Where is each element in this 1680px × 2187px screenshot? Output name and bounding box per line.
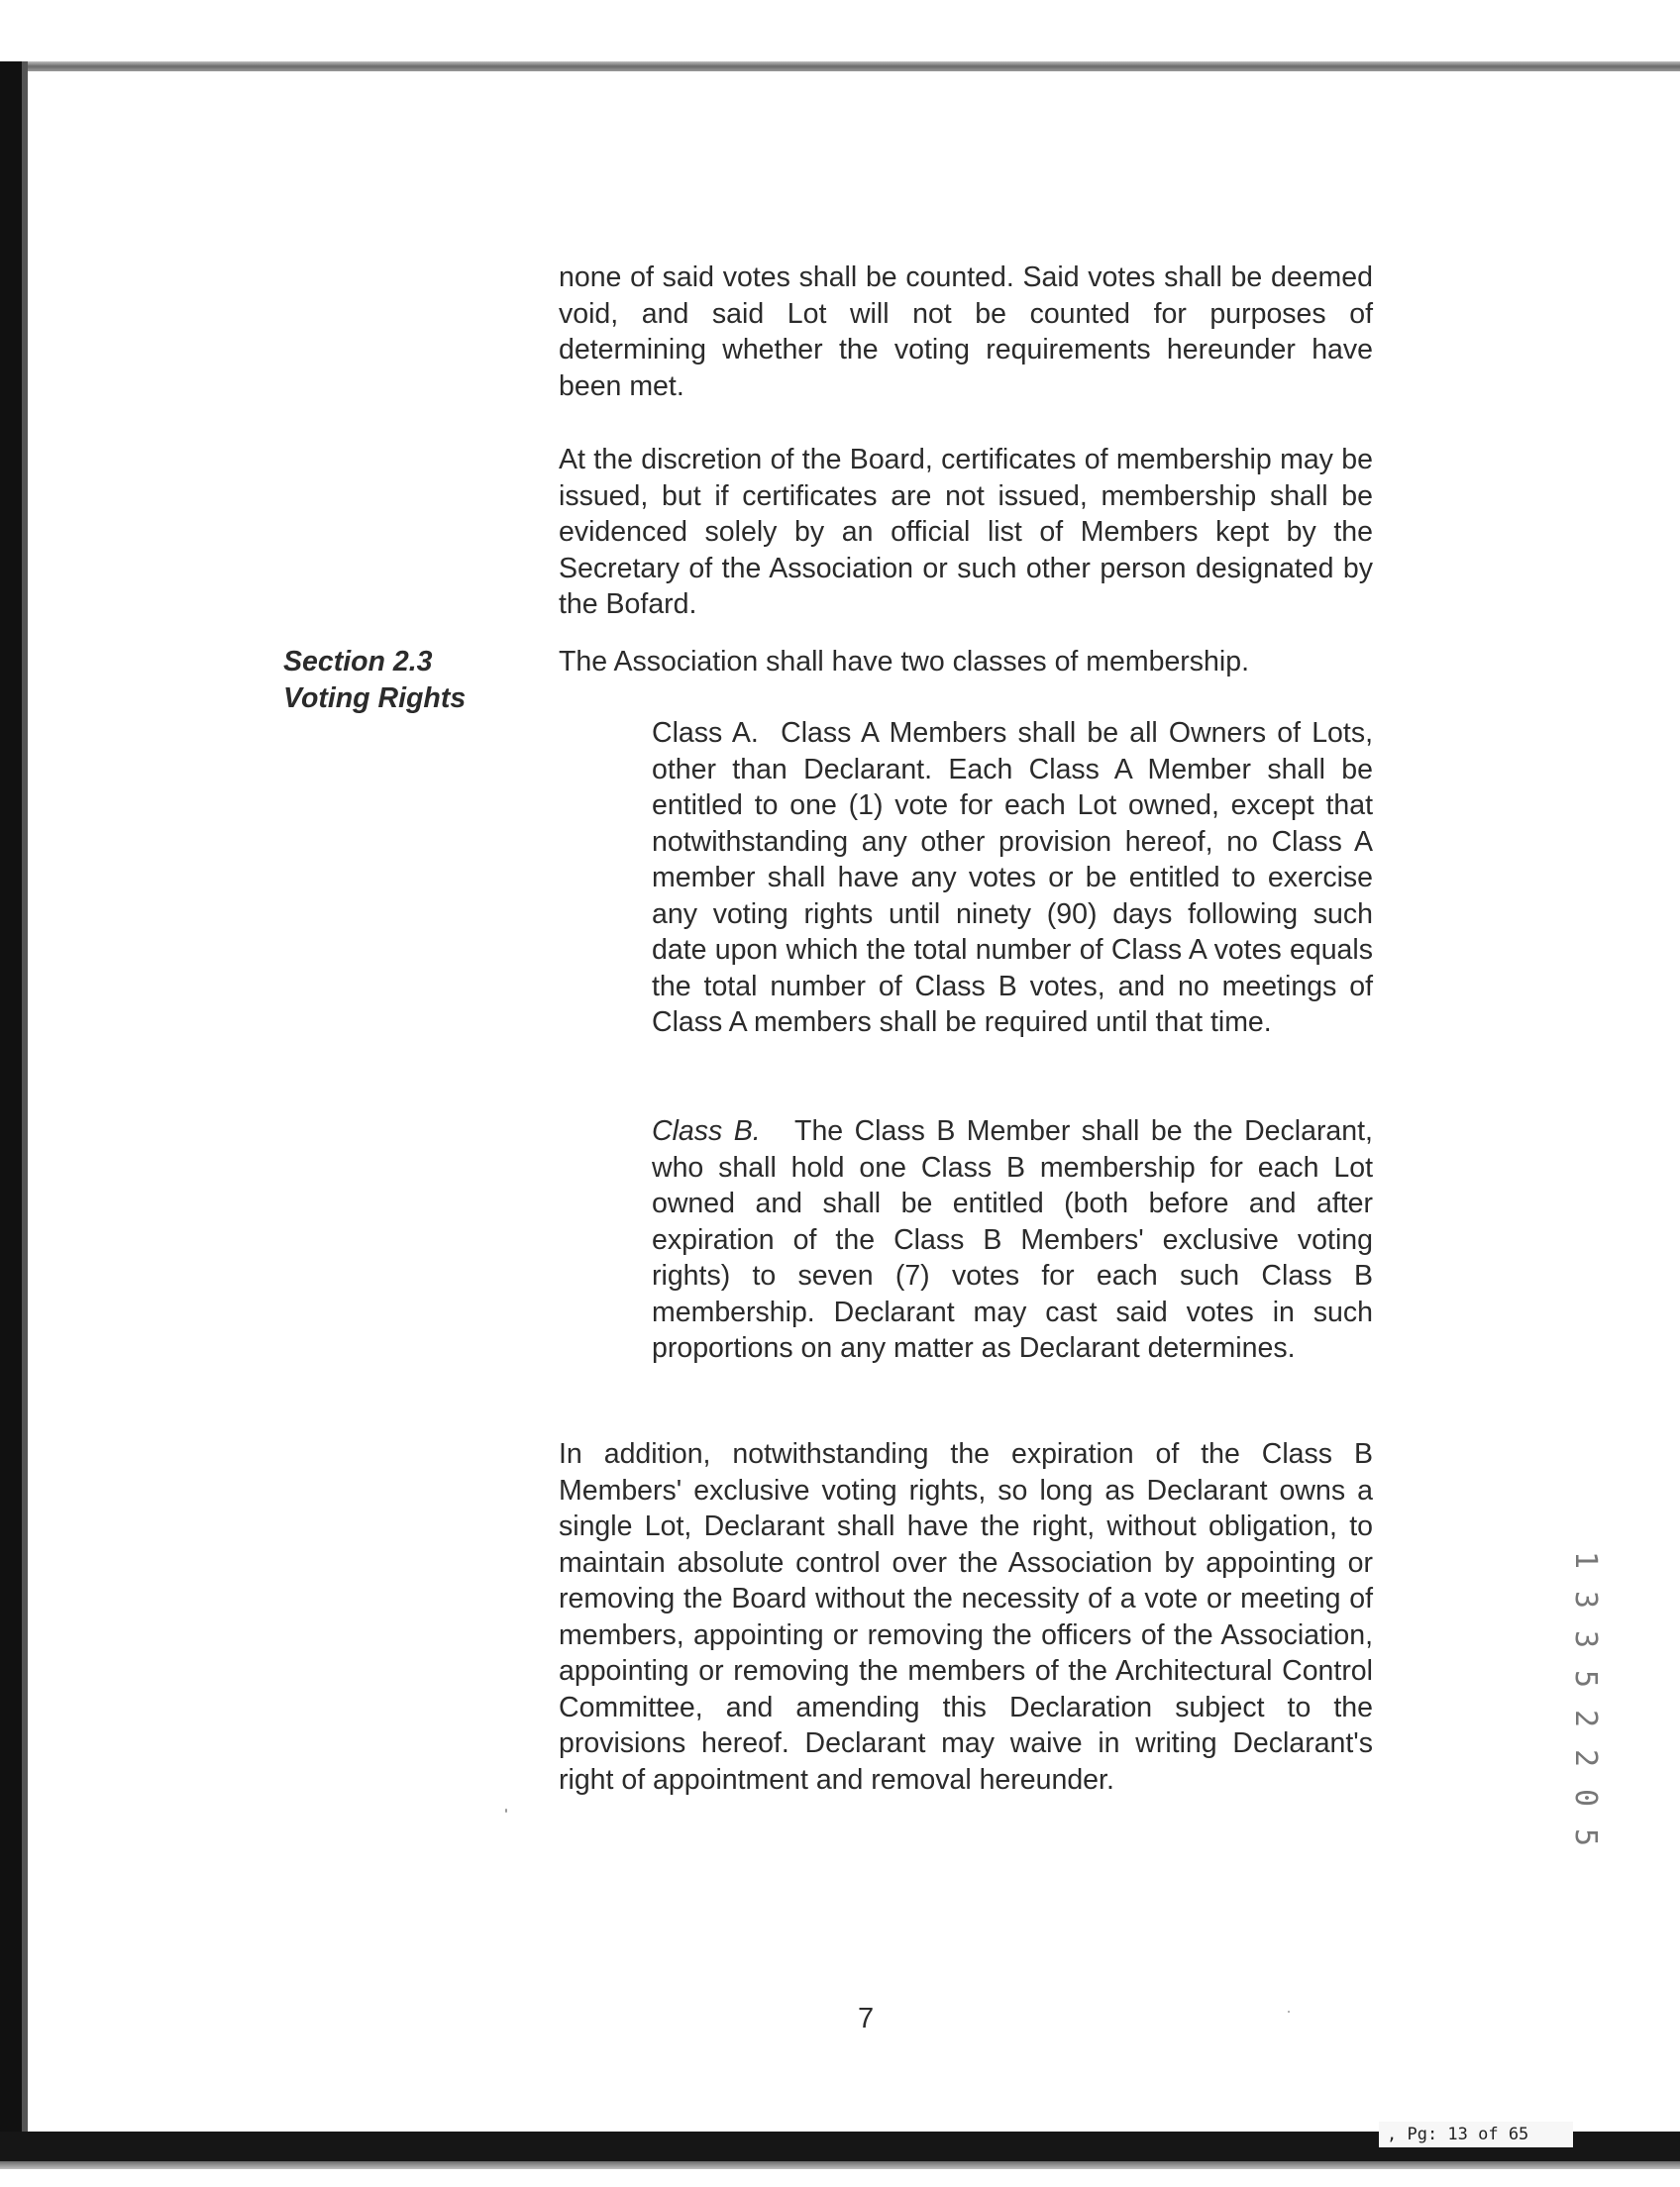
stamp-digit: 5 [1568,1827,1603,1847]
paragraph-class-b [652,1113,1373,1367]
section-heading [283,644,466,717]
paragraph-two-classes: The Association shall have two classes of membership. [559,646,1249,677]
scan-border-top [0,61,1680,71]
class-b-text: The Class B Member shall be the Declarant, who shall hold one Class B membership for each Lot owned and shall be entitled (both before and after expiration of the Class B Members' exclusive voting rights) to seven (7) votes for each such Class B membership. Declarant may cast said votes in such proportions on any matter as Declarant determines. [652,1115,1373,1364]
stamp-digit: 3 [1568,1590,1603,1610]
stamp-digit: 3 [1568,1629,1603,1649]
stamp-digit: 2 [1568,1709,1603,1728]
section-title: Voting Rights [283,682,467,714]
page-number: 7 [858,2003,875,2034]
paragraph-declarant-control: In addition, notwithstanding the expiration of the Class B Members' exclusive voting rights, so long as Declarant owns a single Lot, Declarant shall have the right, without obligation, to maintain absolute control over the Association by appointing or removing the Board without the necessity of a vote or meeting of members, appointing or removing the officers of the Association, appointing or removing the members of the Architectural Control Committee, and amending this Declaration subject to the provisions hereof. Declarant may waive in writing Declarant's right of appointment and removal hereunder. [559,1438,1373,1796]
paragraph-certificates: At the discretion of the Board, certificates of membership may be issued, but if certificates are not issued, membership shall be evidenced solely by an official list of Members kept by the Secretary of the Association or such other person designated by the Bofard. [559,444,1373,620]
recording-number-stamp [1565,1545,1605,1882]
stamp-digit: 5 [1568,1669,1603,1689]
section-number: Section 2.3 [283,646,433,677]
stamp-digit: 1 [1568,1550,1603,1570]
scan-page-counter: , Pg: 13 of 65 [1379,2122,1573,2147]
scan-speck [1288,2011,1290,2013]
class-a-text: Class A Members shall be all Owners of Lots, other than Declarant. Each Class A Member shall be entitled to one (1) vote for each Lot owned, except that notwithstanding any other provision hereof, no Class A member shall have any votes or be entitled to exercise any voting rights until ninety (90) days following such date upon which the total number of Class A votes equals the total number of Class B votes, and no meetings of Class A members shall be required until that time. [652,717,1373,1038]
scan-border-left-inner [22,61,28,2141]
stamp-digit: 0 [1568,1788,1603,1808]
class-b-label: Class B. [652,1115,761,1147]
scan-border-left [0,61,22,2141]
class-a-label: Class A. [652,717,759,749]
scan-border-bottom-edge [0,2161,1680,2169]
scan-speck [505,1809,507,1813]
paragraph-class-a [652,715,1373,1041]
stamp-digit: 2 [1568,1748,1603,1768]
paragraph-votes-void: none of said votes shall be counted. Said votes shall be deemed void, and said Lot will not be counted for purposes of determining whether the voting requirements hereunder have been met. [559,261,1373,402]
